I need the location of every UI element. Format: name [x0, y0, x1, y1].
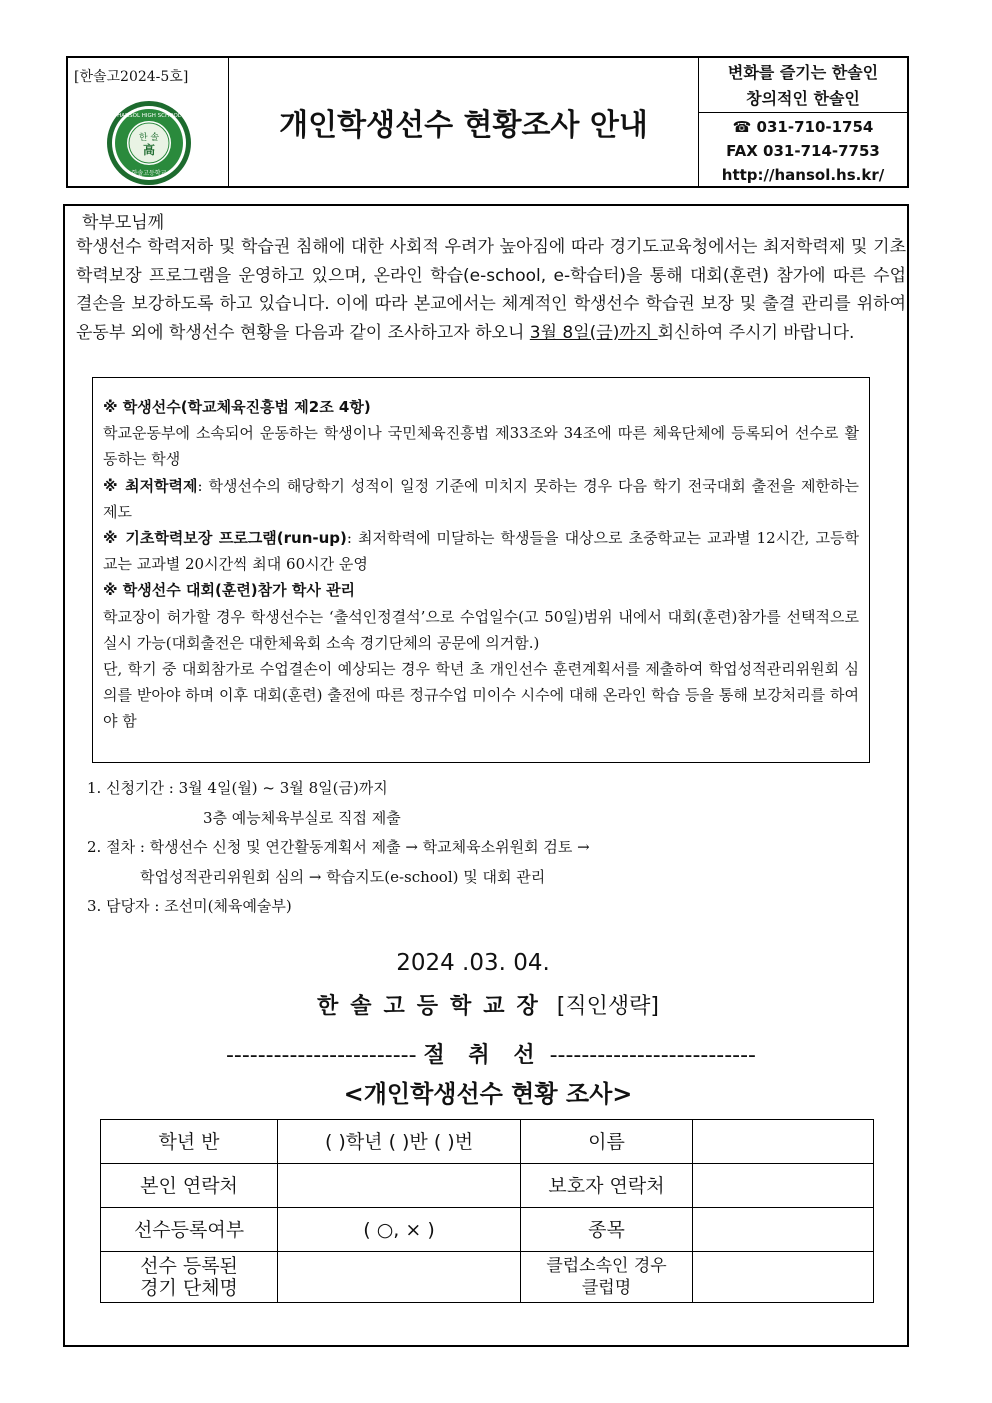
school-slogan	[699, 58, 907, 113]
cut-dashes-left: ------------------------	[225, 1043, 417, 1068]
letterhead-title-cell	[229, 58, 699, 186]
label-name: 이름	[521, 1120, 693, 1164]
survey-form-table	[100, 1119, 874, 1303]
field-sport[interactable]	[693, 1208, 874, 1252]
table-row	[101, 1252, 874, 1303]
procedure-list	[87, 774, 590, 922]
cut-line	[101, 1038, 881, 1069]
label-association-line-1: 선수 등록된	[140, 1255, 238, 1277]
school-url[interactable]: http://hansol.hs.kr/	[721, 166, 885, 184]
intro-paragraph	[76, 233, 906, 347]
emblem-top-text: HANSOL HIGH SCHOOL	[117, 113, 181, 119]
def-text-basic-program: : 최저학력에 미달하는 학생들을 대상으로 초중학교는 교과별 12시간, 고등학교는 교과별 20시간씩 최대 60시간 운영	[103, 529, 859, 574]
greeting: 학부모님께	[82, 213, 165, 233]
def-heading-competition: ※ 학생선수 대회(훈련)참가 학사 관리	[103, 581, 356, 600]
definitions-box	[92, 377, 870, 763]
fax-number: FAX 031-714-7753	[726, 142, 880, 160]
list-item-procedure-detail: 학업성적관리위원회 심의 → 학습지도(e-school) 및 대회 관리	[140, 867, 546, 886]
def-text-student-athlete: 학교운동부에 소속되어 운동하는 학생이나 국민체육진흥법 제33조와 34조에 따른 체육단체에 등록되어 선수로 활동하는 학생	[103, 424, 859, 469]
label-club-line-1: 클럽소속인 경우	[546, 1256, 667, 1276]
slogan-line-1: 변화를 즐기는 한솔인	[727, 63, 879, 82]
label-association	[101, 1252, 278, 1303]
letterhead	[66, 56, 909, 188]
field-guardian-phone[interactable]	[693, 1164, 874, 1208]
intro-text-2: 회신하여 주시기 바랍니다.	[657, 322, 855, 343]
def-heading-basic-program: ※ 기초학력보장 프로그램(run-up)	[103, 529, 347, 548]
intro-text-1: 학생선수 학력저하 및 학습권 침해에 대한 사회적 우려가 높아짐에 따라 경기도교육청에서는 최저학력제 및 기초학력보장 프로그램을 운영하고 있으며, 온라인 학습(e-school, e-학습터)을 통해 대회(훈련) 참가에 따른 수업 결손을 보강하도록 하고 있습니다. 이에 따라 본교에서는 체계적인 학생선수 학습권 보장 및 출결 관리를 위하여 운동부 외에 학생선수 현황을 다음과 같이 조사하고자 하오니	[76, 237, 906, 343]
table-row	[101, 1208, 874, 1252]
def-text-competition-2: 단, 학기 중 대회참가로 수업결손이 예상되는 경우 학년 초 개인선수 훈련계획서를 제출하여 학업성적관리위원회 심의를 받아야 하며 이후 대회(훈련) 출전에 따른 정규수업 미이수 시수에 대해 온라인 학습 등을 통해 보강처리를 하여야 함	[103, 660, 859, 731]
slogan-line-2: 창의적인 한솔인	[746, 89, 860, 108]
issue-date: 2024 .03. 04.	[396, 950, 550, 976]
document-number: [한솔고2024-5호]	[74, 69, 189, 85]
school-contact	[699, 113, 907, 187]
label-grade-class: 학년 반	[101, 1120, 278, 1164]
phone-number: ☎ 031-710-1754	[732, 118, 874, 136]
letterhead-logo-cell	[68, 58, 229, 186]
def-text-competition-1: 학교장이 허가할 경우 학생선수는 ‘출석인정결석’으로 수업일수(고 50일)범위 내에서 대회(훈련)참가를 선택적으로 실시 가능(대회출전은 대한체육회 소속 경기단체의 공문에 의거함.)	[103, 607, 859, 652]
label-sport: 종목	[521, 1208, 693, 1252]
table-row	[101, 1120, 874, 1164]
seal-omitted-note: [직인생략]	[556, 994, 659, 1019]
letterhead-info-cell	[699, 58, 907, 186]
label-club-line-2: 클럽명	[581, 1278, 632, 1298]
list-item-procedure: 2. 절차 : 학생선수 신청 및 연간활동계획서 제출 → 학교체육소위원회 검토 →	[87, 838, 590, 856]
survey-title: <개인학생선수 현황 조사>	[343, 1080, 633, 1108]
field-student-phone[interactable]	[278, 1164, 521, 1208]
school-emblem-icon	[106, 100, 192, 186]
document-body	[63, 204, 909, 1347]
field-registered[interactable]: ( ○, × )	[278, 1208, 521, 1252]
deadline-highlight: 3월 8일(금)까지	[529, 322, 658, 343]
def-heading-student-athlete: ※ 학생선수(학교체육진흥법 제2조 4항)	[103, 398, 371, 416]
def-heading-minimum-grade: ※ 최저학력제	[103, 476, 198, 495]
field-name[interactable]	[693, 1120, 874, 1164]
field-grade-class[interactable]: ( )학년 ( )반 ( )번	[278, 1120, 521, 1164]
list-item-period-detail: 3층 예능체육부실로 직접 제출	[203, 808, 401, 827]
label-guardian-phone: 보호자 연락처	[521, 1164, 693, 1208]
emblem-mark: 高	[142, 143, 156, 157]
emblem-bottom-text: 한솔고등학교	[131, 170, 167, 177]
table-row	[101, 1164, 874, 1208]
label-registered: 선수등록여부	[101, 1208, 278, 1252]
list-item-contact-person: 3. 담당자 : 조선미(체육예술부)	[87, 897, 292, 915]
field-association[interactable]	[278, 1252, 521, 1303]
cut-line-label: 절 취 선	[423, 1043, 543, 1068]
emblem-center-text: 한 솔	[138, 133, 160, 143]
cut-dashes-right: --------------------------	[549, 1043, 756, 1068]
field-club[interactable]	[693, 1252, 874, 1303]
def-text-minimum-grade: : 학생선수의 해당학기 성적이 일정 기준에 미치지 못하는 경우 다음 학기 전국대회 출전을 제한하는 제도	[103, 476, 859, 521]
label-club	[521, 1252, 693, 1303]
label-student-phone: 본인 연락처	[101, 1164, 278, 1208]
principal-signature	[65, 989, 911, 1020]
label-association-line-2: 경기 단체명	[140, 1277, 238, 1299]
page-title: 개인학생선수 현황조사 안내	[279, 108, 648, 143]
list-item-period: 1. 신청기간 : 3월 4일(월) ~ 3월 8일(금)까지	[87, 779, 388, 797]
principal-name: 한솔고등학교장	[317, 994, 550, 1019]
